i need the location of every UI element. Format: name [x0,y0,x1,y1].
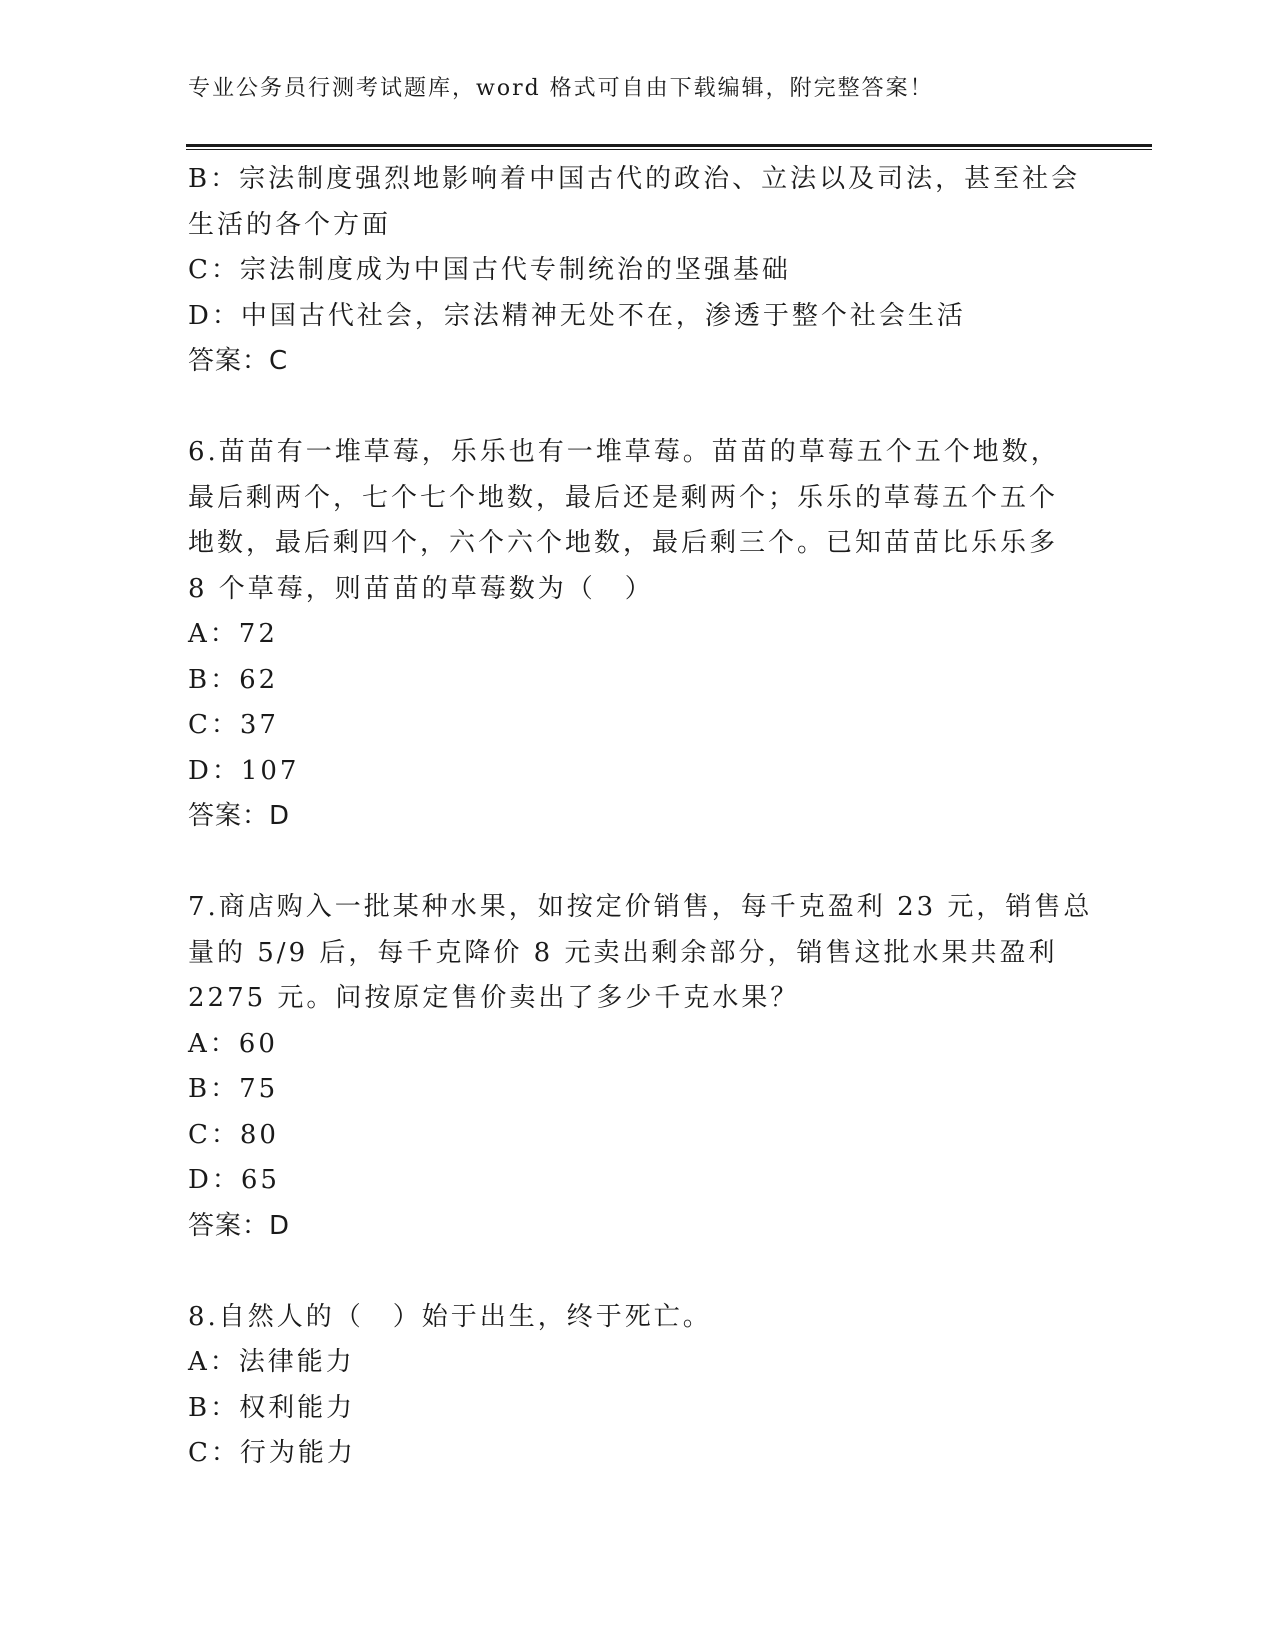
spacer [188,1249,1088,1295]
answer-line: 答案：D [188,1210,291,1241]
question-stem-line: 8 个草莓，则苗苗的草莓数为（ ） [188,573,654,604]
option-c: C：行为能力 [188,1438,356,1468]
spacer [188,840,1088,886]
answer-line: 答案：C [188,346,289,376]
question-7 [188,885,1093,1249]
question-stem-line: 地数，最后剩四个，六个六个地数，最后剩三个。已知苗苗比乐乐多 [188,528,1059,558]
question-stem-line: 6.苗苗有一堆草莓，乐乐也有一堆草莓。苗苗的草莓五个五个地数， [188,437,1060,467]
option-d: D：107 [188,755,300,786]
option-b-line-2: 生活的各个方面 [188,209,392,240]
option-a: A：72 [188,619,278,649]
option-b: B：权利能力 [188,1392,356,1423]
page-header: 专业公务员行测考试题库，word 格式可自由下载编辑，附完整答案！ [188,76,934,101]
question-5-continued [188,157,1088,385]
option-b-line-1: B：宗法制度强烈地影响着中国古代的政治、立法以及司法，甚至社会 [188,164,1081,194]
spacer [188,385,1088,431]
question-stem-line: 最后剩两个，七个七个地数，最后还是剩两个；乐乐的草莓五个五个 [188,482,1059,513]
option-b: B：62 [188,664,279,695]
option-c: C：80 [188,1119,279,1150]
question-stem-line: 7.商店购入一批某种水果，如按定价销售，每千克盈利 23 元，销售总 [188,892,1093,922]
header-divider [186,144,1152,150]
option-c: C：37 [188,710,279,740]
answer-line: 答案：D [188,801,291,831]
document-body [188,157,1093,1477]
question-stem-line: 量的 5/9 后，每千克降价 8 元卖出剩余部分，销售这批水果共盈利 [188,937,1058,968]
option-a: A：法律能力 [188,1347,355,1377]
question-stem-line: 2275 元。问按原定售价卖出了多少千克水果？ [188,983,800,1013]
option-a: A：60 [188,1028,278,1059]
option-c: C：宗法制度成为中国古代专制统治的坚强基础 [188,255,791,285]
question-8 [188,1295,1088,1477]
question-6 [188,430,1088,840]
option-d: D：中国古代社会，宗法精神无处不在，渗透于整个社会生活 [188,300,966,331]
question-stem-line: 8.自然人的（ ）始于出生，终于死亡。 [188,1301,712,1332]
option-b: B：75 [188,1074,279,1104]
option-d: D：65 [188,1165,280,1195]
